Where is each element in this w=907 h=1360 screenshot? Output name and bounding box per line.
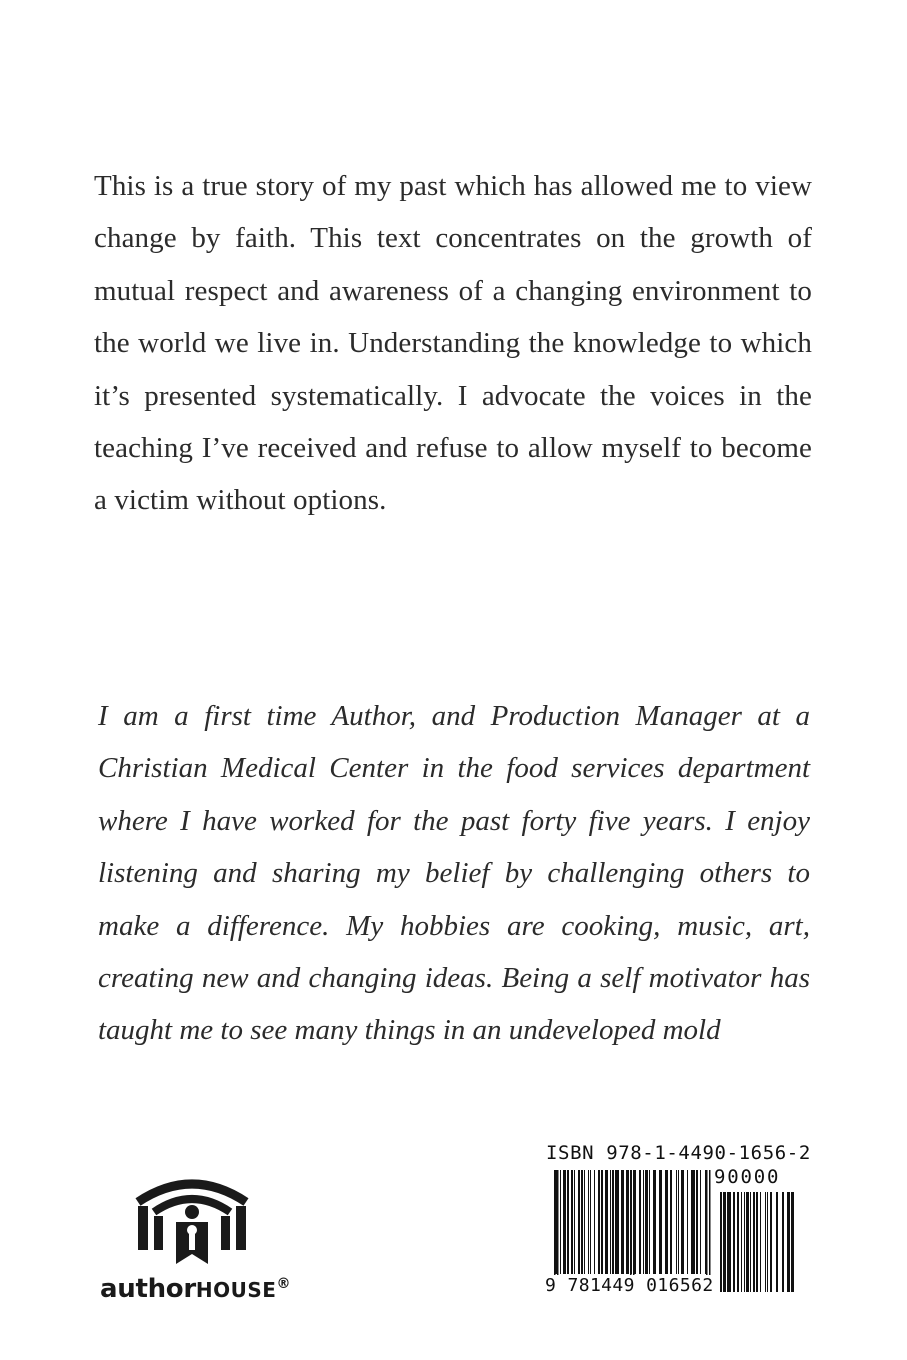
barcode-guard-bar <box>706 1170 708 1284</box>
barcode-bar <box>610 1170 611 1274</box>
publisher-wordmark <box>100 1274 290 1304</box>
barcode-bar <box>578 1170 580 1274</box>
publisher-logo <box>100 1172 300 1312</box>
barcode-bar <box>681 1170 684 1274</box>
barcode-bar <box>782 1192 784 1292</box>
barcode-bar <box>621 1170 624 1274</box>
barcode-bar <box>571 1170 573 1274</box>
barcode-bar <box>678 1170 679 1274</box>
barcode-bar <box>723 1192 726 1292</box>
barcode-bar <box>727 1192 731 1292</box>
barcode-bar <box>649 1170 650 1274</box>
barcode-bar <box>753 1192 755 1292</box>
barcode-guard-bar <box>630 1170 632 1284</box>
barcode-bar <box>737 1192 739 1292</box>
barcode-bar <box>741 1192 742 1292</box>
barcode-guard-bar <box>709 1170 711 1284</box>
barcode-bar <box>626 1170 629 1274</box>
barcode-bar <box>687 1170 688 1274</box>
barcode-bar <box>584 1170 585 1274</box>
barcode-bar <box>791 1192 794 1292</box>
barcode-bar <box>615 1170 619 1274</box>
barcode-bar <box>670 1170 672 1274</box>
barcode-bar <box>696 1170 698 1274</box>
barcode-bar <box>760 1192 761 1292</box>
price-addon: 90000 <box>714 1166 781 1188</box>
barcode-bar <box>598 1170 600 1274</box>
publisher-name-caps: HOUSE <box>195 1278 277 1302</box>
barcode-bar <box>770 1192 772 1292</box>
authorhouse-logo-icon <box>134 1172 250 1268</box>
isbn-barcode <box>540 1142 811 1302</box>
barcode-bar <box>659 1170 662 1274</box>
barcode-bar <box>601 1170 603 1274</box>
barcode-bar <box>567 1170 569 1274</box>
barcode-bar <box>605 1170 608 1274</box>
barcode-bar <box>590 1170 591 1274</box>
author-bio: I am a first time Author, and Production Manager at a Christian Medical Center in the food services department where I have worked for the past forty five years. I enjoy listening and sharing my belief by challenging others to make a difference. My hobbies are cooking, music, art, creating new and changing ideas. Being a self motivator has taught me to see many things in an undeveloped mold <box>98 700 810 1047</box>
barcode-bar <box>767 1192 768 1292</box>
barcode-bar <box>643 1170 644 1274</box>
barcode-bar <box>720 1192 722 1292</box>
barcode-bar <box>776 1192 778 1292</box>
barcode-bar <box>563 1170 566 1274</box>
barcode-guard-bar <box>557 1170 559 1284</box>
barcode-bar <box>574 1170 575 1274</box>
barcode-bar <box>787 1192 790 1292</box>
barcode-bar <box>700 1170 701 1274</box>
barcode-bar <box>691 1170 695 1274</box>
barcode-bar <box>594 1170 595 1274</box>
book-blurb: This is a true story of my past which has allowed me to view change by faith. This text concentrates on the growth of mutual respect and awareness of a changing environment to the world we live in. Understanding the knowledge to which it’s presented systematically. I advocate the voices in the teaching I’ve received and refuse to allow myself to become a victim without options. <box>94 170 812 517</box>
barcode-bar <box>588 1170 589 1274</box>
barcode-bar <box>744 1192 745 1292</box>
barcode-bar <box>746 1192 749 1292</box>
barcode-bar <box>653 1170 656 1274</box>
barcode-bar <box>750 1192 751 1292</box>
barcode-bar <box>665 1170 668 1274</box>
barcode-bar <box>639 1170 641 1274</box>
barcode-bar <box>676 1170 677 1274</box>
publisher-name-lower: author <box>100 1274 196 1304</box>
barcode-guard-bar <box>633 1170 635 1284</box>
barcode-bar <box>733 1192 735 1292</box>
barcode-bar <box>612 1170 614 1274</box>
registered-mark: ® <box>276 1276 291 1292</box>
barcode-bar <box>581 1170 583 1274</box>
barcode-bar <box>560 1170 561 1274</box>
barcode-bar <box>645 1170 648 1274</box>
ean-digits: 9 781449 016562 <box>545 1275 714 1296</box>
isbn-label: ISBN 978-1-4490-1656-2 <box>546 1142 811 1164</box>
barcode-guard-bar <box>554 1170 556 1284</box>
barcode-bar <box>756 1192 758 1292</box>
barcode-bar <box>765 1192 766 1292</box>
